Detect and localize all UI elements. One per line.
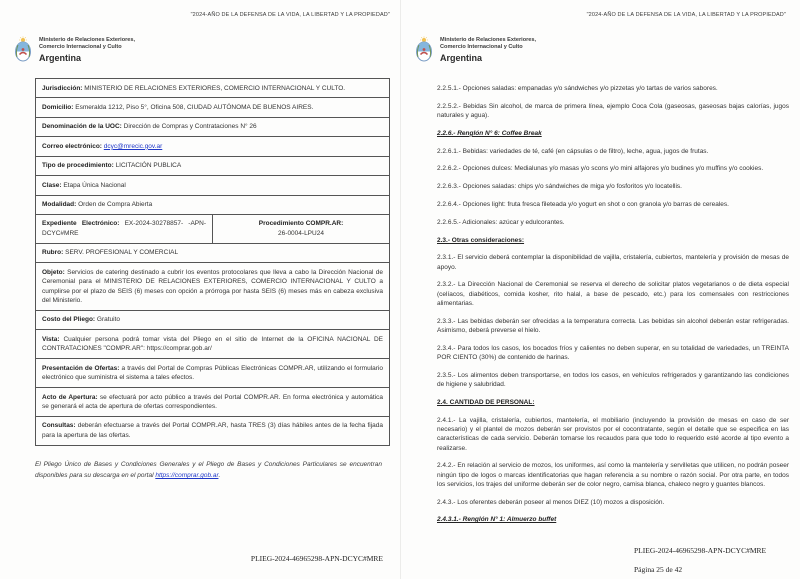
ministry-name-line1: Ministerio de Relaciones Exteriores, — [39, 37, 136, 43]
field-label: Domicilio: — [42, 103, 74, 111]
ministry-brand-block — [413, 36, 536, 68]
field-cell — [36, 176, 390, 195]
table-row — [36, 243, 390, 262]
field-value: EX-2024-30278857- -APN-DCYC#MRE — [42, 220, 207, 237]
field-value: Cualquier persona podrá tomar vista del Pliego en el sitio de Internet de la OFICINA NACIONAL DE CONTRATACIONES "COMPR.AR": https://comprar.gob.ar/ — [42, 335, 383, 353]
country-wordmark: Argentina — [39, 53, 82, 64]
procedure-cell — [213, 214, 390, 243]
table-row — [36, 263, 390, 311]
clause-paragraph: 2.3.2.- La Dirección Nacional de Ceremonial se reserva el derecho de solicitar platos vegetarianos o de dieta especial (celíacos, diabéticos, comida kosher, rito halal, a base de pescado, etc.) para los comensales con restricciones alimentarias. — [437, 281, 789, 307]
field-cell — [36, 117, 390, 136]
table-row — [36, 195, 390, 214]
field-label: Acto de Apertura: — [42, 393, 98, 401]
ministry-name-line1: Ministerio de Relaciones Exteriores, — [440, 37, 537, 43]
ministry-name-line2: Comercio Internacional y Culto — [39, 44, 122, 51]
table-row — [36, 137, 390, 156]
table-row — [36, 359, 390, 388]
clause-paragraph: 2.3.4.- Para todos los casos, los bocados fríos y calientes no deben superar, en su totalidad de variedades, un TREINTA POR CIENTO (30%) de contenido de harinas. — [437, 344, 789, 362]
clause-paragraph: 2.2.6.3.- Opciones saladas: chips y/o sándwiches de miga y/o fosforitos y/o locatellis. — [437, 183, 682, 191]
ministry-name — [39, 36, 135, 63]
field-value: Dirección de Compras y Contrataciones N° 26 — [123, 123, 257, 131]
field-label: Rubro: — [42, 249, 64, 257]
field-value: MINISTERIO DE RELACIONES EXTERIORES, COMERCIO INTERNACIONAL Y CULTO. — [84, 84, 346, 92]
field-label: Costo del Pliego: — [42, 316, 96, 324]
field-cell — [36, 98, 390, 117]
field-cell — [36, 137, 390, 156]
field-cell — [36, 243, 390, 262]
page-number: Página 25 de 42 — [634, 565, 683, 574]
field-value: Gratuito — [96, 316, 121, 324]
field-cell — [36, 416, 390, 445]
field-label: Consultas: — [42, 422, 76, 430]
argentina-coat-of-arms-icon — [413, 36, 435, 68]
table-row — [36, 117, 390, 136]
clause-heading: 2.2.6.- Renglón N° 6: Coffee Break — [437, 129, 542, 137]
document-page-right — [400, 0, 800, 579]
clause-paragraph: 2.2.6.1.- Bebidas: variedades de té, café (en cápsulas o de filtro), leche, agua, jugos de frutas. — [437, 147, 709, 155]
table-row — [36, 214, 390, 243]
field-label: Denominación de la UOC: — [42, 123, 122, 131]
argentina-coat-of-arms-icon — [12, 36, 34, 68]
clauses — [437, 84, 789, 533]
field-value: Orden de Compra Abierta — [78, 201, 153, 209]
clause-paragraph: 2.2.6.5.- Adicionales: azúcar y edulcorantes. — [437, 218, 565, 226]
table-row — [36, 310, 390, 329]
table-row — [36, 330, 390, 359]
field-label: Jurisdicción: — [42, 84, 83, 92]
clause-paragraph: 2.3.1.- El servicio deberá contemplar la disponibilidad de vajilla, cristalería, cubiertos, mantelería y provisión de mesas de apoyo. — [437, 254, 789, 271]
field-label: Correo electrónico: — [42, 142, 102, 150]
field-value: SERV. PROFESIONAL Y COMERCIAL — [65, 249, 179, 257]
field-label: Tipo de procedimiento: — [42, 162, 114, 170]
info-table-body — [36, 79, 390, 446]
availability-note — [35, 459, 382, 482]
clause-paragraph: 2.2.5.2.- Bebidas Sin alcohol, de marca de primera línea, ejemplo Coca Cola (gaseosas, gaseosas bajas calorías, jugos naturales y agua). — [437, 102, 789, 120]
field-value: se efectuará por acto público a través del Portal COMPR.AR. En forma electrónica y automática se generará el acta de apertura de ofertas correspondientes. — [42, 393, 384, 410]
ministry-brand-block — [12, 36, 135, 68]
document-code-left: PLIEG-2024-46965298-APN-DCYC#MRE — [250, 554, 383, 563]
year-motto-quote: "2024-AÑO DE LA DEFENSA DE LA VIDA, LA LIBERTAD Y LA PROPIEDAD" — [190, 12, 390, 18]
clause-heading: 2.3.- Otras consideraciones: — [437, 236, 525, 244]
clause-paragraph: 2.2.6.4.- Opciones light: fruta fresca fileteada y/o yogurt en shot o con granola y/o barras de cereales. — [437, 200, 729, 208]
clause-paragraph: 2.2.6.2.- Opciones dulces: Medialunas y/o masas y/o scons y/o mini alfajores y/o budines y/o muffins y/o cookies. — [437, 165, 764, 173]
clause-heading: 2.4. CANTIDAD DE PERSONAL: — [437, 398, 535, 406]
field-label: Clase: — [42, 181, 62, 189]
clause-heading: 2.4.3.1.- Renglón N° 1: Almuerzo buffet — [437, 516, 557, 524]
table-row — [36, 79, 390, 98]
field-value: 26-0004-LPU24 — [278, 229, 324, 237]
clause-paragraph: 2.4.1.- La vajilla, cristalería, cubiertos, mantelería, el mobiliario (incluyendo la provisión de mesas en caso de ser necesario) y el plantel de mozos deberán ser provistos por el cocontratante, según el detalle que se especifica en las características de cada servicio. Deberán tomarse los recaudos para que todo lo requerido esté acorde al tipo evento a realizarse. — [437, 416, 789, 452]
field-cell — [36, 214, 213, 243]
table-row — [36, 156, 390, 175]
clause-paragraph: 2.3.3.- Las bebidas deberán ser ofrecidas a la temperatura correcta. Las bebidas sin alcohol deberán estar refrigeradas. Asimismo, deberá preverse el hielo. — [437, 317, 789, 334]
field-label: Procedimiento COMPR.AR: — [258, 220, 344, 228]
field-label: Expediente Electrónico: — [42, 220, 120, 228]
table-row — [36, 176, 390, 195]
field-label: Objeto: — [42, 268, 65, 276]
field-value: deberán efectuarse a través del Portal COMPR.AR, hasta TRES (3) días hábiles antes de la fecha fijada para la apertura de las ofertas. — [42, 422, 383, 439]
clause-paragraph: 2.4.2.- En relación al servicio de mozos, los uniformes, así como la mantelería y servilletas que utilicen, no podrán poseer ningún tipo de logos o marcas identificatorias que hagan referencia a su nombre o razón social. Por otra parte, en todos los servicios, los trajes del uniforme deberán ser de color negro, camisa blanca, chaleco negro y guantes blancos. — [437, 462, 789, 488]
availability-note-text: El Pliego Único de Bases y Condiciones Generales y el Pliego de Bases y Condiciones Particulares se encuentran disponibles para su descarga en el portal — [35, 460, 382, 479]
clause-paragraph: 2.4.3.- Los oferentes deberán poseer al menos DIEZ (10) mozos a disposición. — [437, 498, 665, 506]
field-value: Etapa Única Nacional — [63, 181, 126, 189]
field-cell — [36, 156, 390, 175]
year-motto-quote: "2024-AÑO DE LA DEFENSA DE LA VIDA, LA LIBERTAD Y LA PROPIEDAD" — [586, 12, 786, 18]
field-value: Esmeralda 1212, Piso 5°, Oficina 508, CIUDAD AUTÓNOMA DE BUENOS AIRES. — [75, 103, 314, 111]
availability-note-period: . — [218, 471, 221, 479]
ministry-name — [440, 36, 536, 63]
field-cell — [36, 310, 390, 329]
field-cell — [36, 79, 390, 98]
info-table — [35, 78, 390, 446]
ministry-name-line2: Comercio Internacional y Culto — [440, 44, 523, 51]
field-value: Servicios de catering destinado a cubrir los eventos protocolares que lleva a cabo la Dirección Nacional de Ceremonial para el MINISTERIO DE RELACIONES EXTERIORES, COMERCIO INTERNACIONAL Y CULTO a cumplirse por el plazo de SEIS (6) meses con opción a prórroga por hasta SEIS (6) meses más en cabeza exclusiva del Ministerio. — [42, 268, 383, 304]
table-row — [36, 416, 390, 445]
table-row — [36, 388, 390, 417]
field-label: Presentación de Ofertas: — [42, 364, 120, 372]
clause-paragraph: 2.2.5.1.- Opciones saladas: empanadas y/o sándwiches y/o pizzetas y/o tartas de varios sabores. — [437, 85, 718, 92]
field-cell — [36, 263, 390, 311]
field-cell — [36, 388, 390, 417]
table-row — [36, 98, 390, 117]
field-cell — [36, 195, 390, 214]
page-footer — [634, 546, 766, 574]
email-link[interactable]: dcyc@mrecic.gov.ar — [103, 142, 163, 150]
field-label: Vista: — [42, 335, 60, 343]
clause-paragraph: 2.3.5.- Los alimentos deben transportarse, en todos los casos, en vehículos refrigerados y garantizando las condiciones de higiene y salubridad. — [437, 371, 789, 389]
comprar-portal-link[interactable]: https://comprar.gob.ar — [155, 471, 219, 479]
field-cell — [36, 330, 390, 359]
field-label: Modalidad: — [42, 201, 77, 209]
field-value: LICITACIÓN PUBLICA — [115, 162, 182, 170]
field-cell — [36, 359, 390, 388]
field-value: a través del Portal de Compras Públicas Electrónicas COMPR.AR, utilizando el formulario electrónico que suministra el sistema a tales efectos. — [42, 364, 383, 382]
country-wordmark: Argentina — [440, 53, 483, 64]
document-code-right: PLIEG-2024-46965298-APN-DCYC#MRE — [634, 546, 767, 555]
